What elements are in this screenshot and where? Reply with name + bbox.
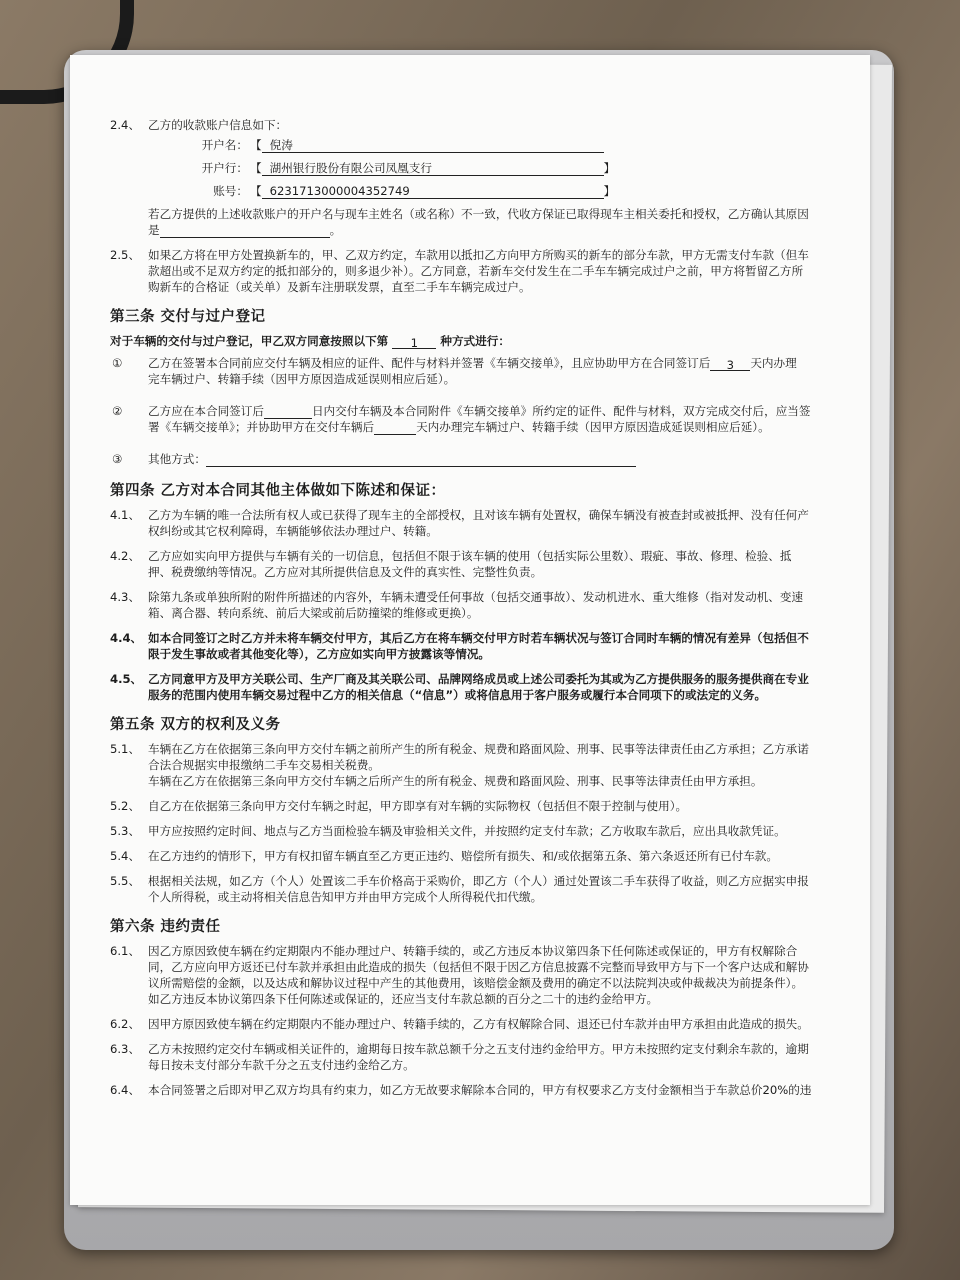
account-bank-value [262,160,604,176]
contract-content [110,117,845,1107]
clause-4-3 [110,589,845,621]
blank-line [206,453,636,467]
clause-line: 如果乙方将在甲方处置换新车的，甲、乙双方约定，车款用以抵扣乙方向甲方所购买的新车的部分车款，甲方无需支付车款（但车 [148,248,809,262]
clause-5-4 [110,848,845,864]
text: 天内办理完车辆过户、转籍手续（因甲方原因造成延误则相应后延）。 [416,420,770,434]
clause-5-2 [110,798,845,814]
clause-text [148,222,845,238]
clause-line: 限于发生事故或者其他变化等），乙方应如实向甲方披露该等情况。 [148,647,491,661]
account-label: 开户行： [201,160,248,175]
clause-5-1 [110,741,845,789]
clause-number: 4.5、 [110,672,143,686]
option-label: 其他方式： [148,452,206,466]
clause-number: 2.4、 [110,118,141,132]
bracket: 【 [250,160,262,175]
clause-4-5 [110,671,845,703]
clause-number: 4.4、 [110,631,143,645]
clause-number: 6.3、 [110,1042,141,1056]
days-value: 3 [710,357,750,371]
clause-line: 合法合规据实申报缴纳二手车交易相关税费。 [148,758,380,772]
clause-line: 乙方未按照约定交付车辆或相关证件的，逾期每日按车款总额千分之五支付违约金给甲方。甲方未按照约定支付剩余车款的，逾期 [148,1042,809,1056]
text: 对于车辆的交付与过户登记，甲乙双方同意按照以下第 [110,334,389,348]
clause-5-5 [110,873,845,905]
clause-2-4 [110,117,845,238]
clause-line: 每日按未支付部分车款千分之五支付违约金给乙方。 [148,1058,415,1072]
article-3-lead [110,333,845,349]
clause-number: 4.2、 [110,549,141,563]
text: 是 [148,223,160,237]
bracket: 】 [603,183,616,198]
clause-6-2 [110,1016,845,1032]
clause-number: 6.2、 [110,1017,141,1031]
clause-line: 箱、离合器、转向系统、前后大梁或前后防撞梁的维修或更换）。 [148,606,479,620]
option-number: ② [112,404,123,418]
clause-number: 6.1、 [110,944,141,958]
clause-line: 同，乙方应向甲方返还已付车款并承担由此造成的损失（包括但不限于因乙方信息披露不完整而导致甲方与下一个客户达成和解协 [148,960,809,974]
account-value-text: 6231713000004352749 [269,183,410,198]
option-text [148,419,845,435]
clause-line: 乙方为车辆的唯一合法所有权人或已获得了现车主的全部授权，且对该车辆有处置权，确保车辆没有被查封或被抵押、没有任何产 [148,508,809,522]
mode-number: 1 [392,335,436,349]
clause-line: 押、税费缴纳等情况。乙方应对其所提供信息及文件的真实性、完整性负责。 [148,565,543,579]
account-bank-row [148,156,845,179]
clause-number: 5.3、 [110,824,141,838]
article-3-title: 第三条 交付与过户登记 [110,309,266,325]
text: 天内办理 [750,356,797,370]
clause-number: 2.5、 [110,248,141,262]
clause-line: 甲方应按照约定时间、地点与乙方当面检验车辆及审验相关文件，并按照约定支付车款；乙方收取车款后，应出具收款凭证。 [148,824,786,838]
account-value-text: 湖州银行股份有限公司凤凰支行 [269,160,432,175]
option-text: 完车辆过户、转籍手续（因甲方原因造成延误则相应后延）。 [148,372,456,386]
clause-line: 服务的范围内使用车辆交易过程中乙方的相关信息（“信息”）或将信息用于客户服务或履行本合同项下的或法定的义务。 [148,688,767,702]
option-text [148,355,845,371]
delivery-option-1 [110,355,845,387]
article-4-title: 第四条 乙方对本合同其他主体做如下陈述和保证： [110,483,446,499]
text: 署《车辆交接单》；并协助甲方在交付车辆后 [148,420,375,434]
clause-line: 车辆在乙方在依据第三条向甲方交付车辆之前所产生的所有税金、规费和路面风险、刑事、民事等法律责任由乙方承担；乙方承诺 [148,742,809,756]
delivery-option-2 [110,403,845,435]
clause-number: 5.1、 [110,742,141,756]
clause-line: 乙方同意甲方及甲方关联公司、生产厂商及其关联公司、品牌网络成员或上述公司委托为其或为乙方提供服务的服务提供商在专业 [148,672,809,686]
clause-number: 5.2、 [110,799,141,813]
account-label: 开户名： [201,137,248,152]
option-text [148,403,845,419]
bracket: 【 [250,137,262,152]
clause-line: 根据相关法规，如乙方（个人）处置该二手车价格高于采购价，即乙方（个人）通过处置该二手车获得了收益，则乙方应据实申报 [148,874,809,888]
text: 日内交付车辆及本合同附件《车辆交接单》所约定的证件、配件与材料，双方完成交付后，应当签 [311,404,811,418]
option-number: ③ [112,452,123,466]
blank-line [264,405,312,419]
clause-text: 乙方的收款账户信息如下： [148,118,288,132]
clause-line: 乙方应如实向甲方提供与车辆有关的一切信息，包括但不限于该车辆的使用（包括实际公里数）、瑕疵、事故、修理、检验、抵 [148,549,792,563]
delivery-option-3 [110,451,845,467]
clause-line: 权纠纷或其它权利障碍，车辆能够依法办理过户、转籍。 [148,524,438,538]
clause-number: 6.4、 [110,1083,141,1097]
blank-line [374,421,416,435]
clause-line: 个人所得税，或主动将相关信息告知甲方并由甲方完成个人所得税代扣代缴。 [148,890,543,904]
clause-line: 如乙方违反本协议第四条下任何陈述或保证的，还应当支付车款总额的百分之二十的违约金给甲方。 [148,992,659,1006]
clause-line: 如本合同签订之时乙方并未将车辆交付甲方，其后乙方在将车辆交付甲方时若车辆状况与签订合同时车辆的情况有差异（包括但不 [148,631,809,645]
clause-line: 因乙方原因致使车辆在约定期限内不能办理过户、转籍手续的，或乙方违反本协议第四条下任何陈述或保证的，甲方有权解除合 [148,944,798,958]
clause-5-3 [110,823,845,839]
bracket: 【 [250,183,262,198]
account-value-text: 倪涛 [269,137,293,152]
clause-line: 在乙方违约的情形下，甲方有权扣留车辆直至乙方更正违约、赔偿所有损失、和/或依据第五条、第六条返还所有已付车款。 [148,849,778,863]
account-label: 账号： [213,183,248,198]
clause-6-3 [110,1041,845,1073]
clause-4-4 [110,630,845,662]
clause-number: 5.4、 [110,849,141,863]
clause-number: 4.1、 [110,508,141,522]
account-name-value [262,137,604,153]
clause-number: 5.5、 [110,874,141,888]
text: 种方式进行： [440,334,510,348]
clause-4-2 [110,548,845,580]
account-name-row [148,133,845,156]
clause-line: 车辆在乙方在依据第三条向甲方交付车辆之后所产生的所有税金、规费和路面风险、刑事、民事等法律责任由甲方承担。 [148,774,763,788]
article-6-title: 第六条 违约责任 [110,919,221,935]
clause-line: 本合同签署之后即对甲乙双方均具有约束力，如乙方无故要求解除本合同的，甲方有权要求乙方支付金额相当于车款总价20%的违 [148,1083,812,1097]
bracket: 】 [603,160,616,175]
clause-4-1 [110,507,845,539]
blank-line [160,224,330,238]
clause-line: 议所需赔偿的金额，以及达成和解协议过程中产生的其他费用，该赔偿金额及费用的确定不以法院判决或仲裁裁决为前提条件）。 [148,976,804,990]
text: 乙方应在本合同签订后 [148,404,264,418]
clause-line: 购新车的合格证（或关单）及新车注册联发票，直至二手车车辆完成过户。 [148,280,531,294]
clause-text: 若乙方提供的上述收款账户的开户名与现车主姓名（或名称）不一致，代收方保证已取得现车主相关委托和授权，乙方确认其原因 [148,207,809,221]
contract-page [70,55,870,1205]
clause-line: 自乙方在依据第三条向甲方交付车辆之时起，甲方即享有对车辆的实际物权（包括但不限于控制与使用）。 [148,799,688,813]
clause-line: 款超出或不足双方约定的抵扣部分的，则多退少补）。乙方同意，若新车交付发生在二手车车辆完成过户之前，甲方将暂留乙方所 [148,264,804,278]
clause-6-1 [110,943,845,1007]
clause-number: 4.3、 [110,590,141,604]
clause-line: 除第九条或单独所附的附件所描述的内容外，车辆未遭受任何事故（包括交通事故）、发动机进水、重大维修（指对发动机、变速 [148,590,804,604]
article-5-title: 第五条 双方的权利及义务 [110,717,281,733]
clause-6-4 [110,1082,845,1098]
option-number: ① [112,356,123,370]
account-number-row [148,179,845,202]
text: 乙方在签署本合同前应交付车辆及相应的证件、配件与材料并签署《车辆交接单》，且应协助甲方在合同签订后 [148,356,711,370]
account-number-value [262,183,604,199]
clause-2-5 [110,247,845,295]
clause-line: 因甲方原因致使车辆在约定期限内不能办理过户、转籍手续的，乙方有权解除合同、退还已付车款并由甲方承担由此造成的损失。 [148,1017,809,1031]
text: 。 [329,223,342,237]
